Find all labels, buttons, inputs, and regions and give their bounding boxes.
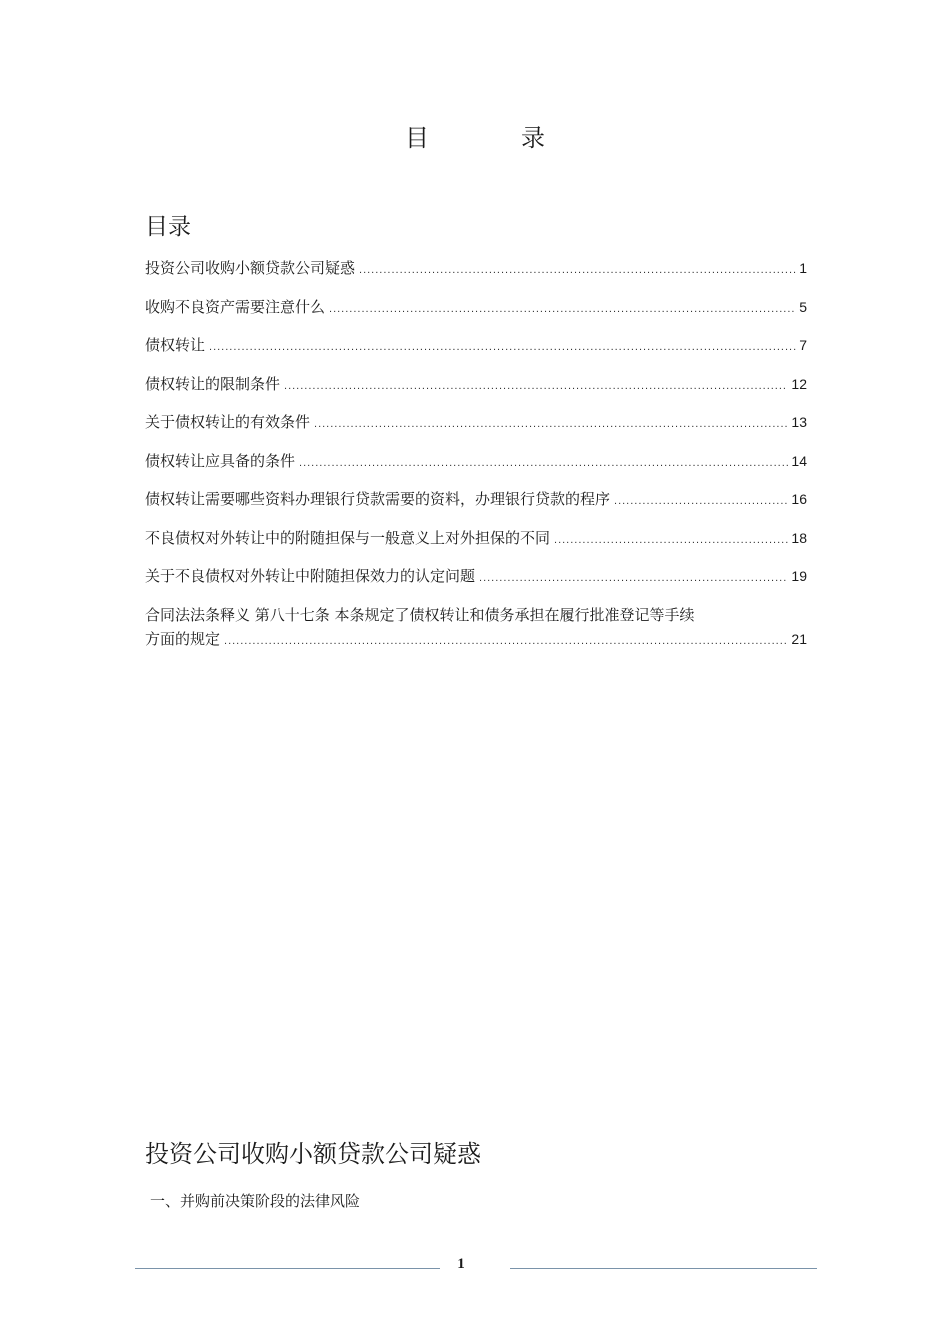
toc-entry[interactable]	[145, 564, 807, 590]
toc-entry-page: 7	[799, 337, 807, 353]
section-subheading: 一、并购前决策阶段的法律风险	[150, 1192, 361, 1210]
toc-entry[interactable]	[145, 449, 807, 475]
toc-leader-dots	[314, 412, 788, 436]
toc-entry[interactable]	[145, 372, 807, 398]
toc-entry-page: 12	[791, 375, 807, 392]
toc-entry-label: 债权转让应具备的条件	[145, 451, 296, 470]
toc-entry-page: 5	[799, 298, 807, 315]
toc-entry-page: 1	[799, 260, 807, 276]
toc-heading: 目录	[145, 214, 191, 240]
table-of-contents	[145, 256, 807, 665]
toc-entry-label: 债权转让	[145, 336, 206, 354]
toc-entry-label: 关于债权转让的有效条件	[145, 413, 311, 431]
page-footer	[135, 1256, 817, 1280]
toc-entry-label: 债权转让需要哪些资料办理银行贷款需要的资料，办理银行贷款的程序	[145, 490, 611, 508]
toc-leader-dots	[554, 528, 788, 552]
toc-entry-label: 不良债权对外转让中的附随担保与一般意义上对外担保的不同	[145, 528, 551, 547]
toc-entry[interactable]	[145, 526, 807, 552]
toc-entry[interactable]	[145, 410, 807, 436]
toc-entry-page: 16	[791, 491, 807, 507]
footer-page-number: 1	[457, 1256, 465, 1272]
toc-entry-label: 收购不良资产需要注意什么	[145, 297, 326, 316]
toc-leader-dots	[329, 297, 796, 321]
toc-entry[interactable]	[145, 333, 807, 359]
toc-entry-page: 18	[791, 529, 807, 546]
toc-leader-dots	[479, 566, 788, 590]
section-heading: 投资公司收购小额贷款公司疑惑	[145, 1140, 481, 1168]
toc-entry[interactable]	[145, 487, 807, 513]
toc-leader-dots	[209, 335, 796, 359]
toc-entry-page: 13	[791, 414, 807, 430]
toc-leader-dots	[224, 629, 788, 653]
page-title: 目 录	[405, 124, 579, 152]
toc-leader-dots	[284, 374, 788, 398]
toc-entry[interactable]	[145, 256, 807, 282]
toc-entry-label: 投资公司收购小额贷款公司疑惑	[145, 259, 356, 277]
toc-entry[interactable]	[145, 603, 807, 653]
toc-leader-dots	[299, 451, 788, 475]
toc-entry-label: 合同法法条释义 第八十七条 本条规定了债权转让和债务承担在履行批准登记等手续	[145, 605, 695, 624]
toc-entry[interactable]	[145, 295, 807, 321]
toc-entry-label: 债权转让的限制条件	[145, 374, 281, 393]
footer-rule-right	[510, 1268, 817, 1269]
toc-leader-dots	[614, 489, 788, 513]
toc-entry-label-continued: 方面的规定	[145, 629, 221, 648]
toc-entry-page: 21	[791, 630, 807, 647]
toc-entry-continuation	[145, 627, 807, 653]
toc-entry-page: 19	[791, 568, 807, 584]
toc-entry-label: 关于不良债权对外转让中附随担保效力的认定问题	[145, 567, 476, 585]
toc-leader-dots	[359, 258, 796, 282]
toc-entry-page: 14	[791, 452, 807, 469]
